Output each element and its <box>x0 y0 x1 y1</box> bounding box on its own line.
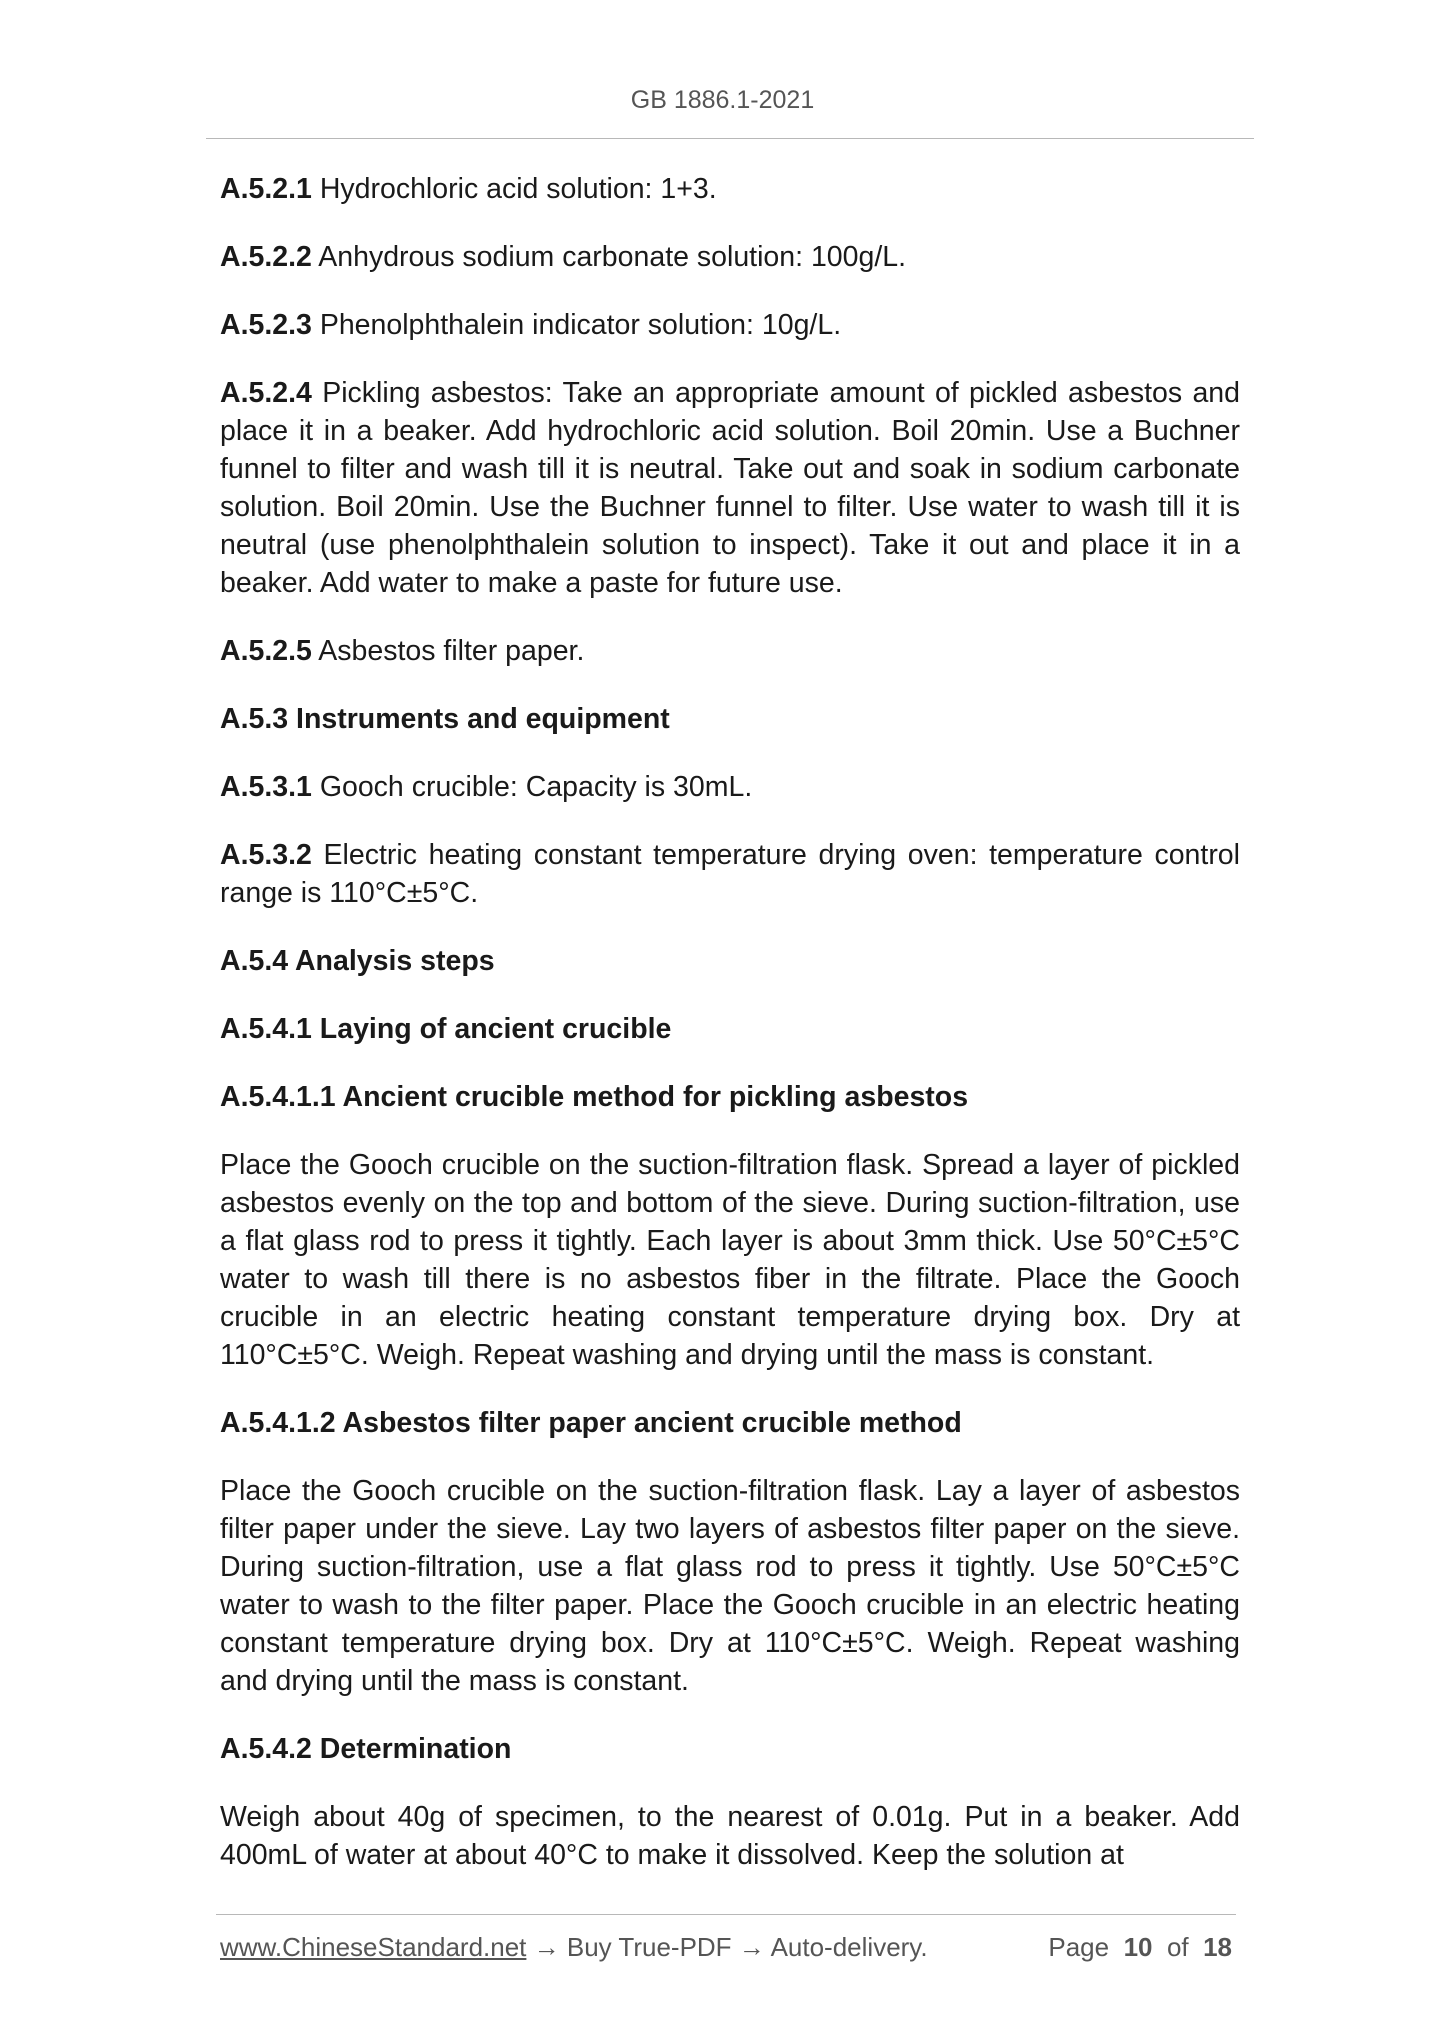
clause-number: A.5.3.2 <box>220 839 312 871</box>
clause-text: Gooch crucible: Capacity is 30mL. <box>319 771 753 803</box>
clause-a-5-2-3 <box>220 306 1240 344</box>
page-total: 18 <box>1203 1932 1232 1962</box>
document-body <box>220 170 1240 1904</box>
section-heading-a-5-4: A.5.4 Analysis steps <box>220 945 495 977</box>
clause-number: A.5.2.4 <box>220 377 312 409</box>
body-paragraph: Weigh about 40g of specimen, to the nearest of 0.01g. Put in a beaker. Add 400mL of water at about 40°C to make it dissolved. Keep the solution at <box>220 1801 1240 1871</box>
clause-a-5-2-4 <box>220 374 1240 602</box>
clause-text: Pickling asbestos: Take an appropriate amount of pickled asbestos and place it in a beaker. Add hydrochloric acid solution. Boil 20min. Use a Buchner funnel to filter and wash till it is neutral. Take out and soak in sodium carbonate solution. Boil 20min. Use the Buchner funnel to filter. Use water to wash till it is neutral (use phenolphthalein solution to inspect). Take it out and place it in a beaker. Add water to make a paste for future use. <box>220 377 1240 599</box>
body-paragraph: Place the Gooch crucible on the suction-filtration flask. Spread a layer of pickled asbestos evenly on the top and bottom of the sieve. During suction-filtration, use a flat glass rod to press it tightly. Each layer is about 3mm thick. Use 50°C±5°C water to wash till there is no asbestos fiber in the filtrate. Place the Gooch crucible in an electric heating constant temperature drying box. Dry at 110°C±5°C. Weigh. Repeat washing and drying until the mass is constant. <box>220 1149 1240 1371</box>
page-footer <box>220 1932 1232 1963</box>
clause-number: A.5.2.5 <box>220 635 312 667</box>
section-heading-a-5-4-1-1: A.5.4.1.1 Ancient crucible method for pickling asbestos <box>220 1081 969 1113</box>
clause-a-5-2-1 <box>220 170 1240 208</box>
section-heading-a-5-4-1: A.5.4.1 Laying of ancient crucible <box>220 1013 672 1045</box>
clause-text: Anhydrous sodium carbonate solution: 100g/L. <box>318 241 907 273</box>
header-divider <box>206 138 1254 139</box>
clause-text: Electric heating constant temperature drying oven: temperature control range is 110°C±5°C. <box>220 839 1240 909</box>
page-label: Page <box>1048 1932 1110 1962</box>
clause-number: A.5.2.2 <box>220 241 312 273</box>
section-heading-a-5-3: A.5.3 Instruments and equipment <box>220 703 670 735</box>
clause-a-5-3-1 <box>220 768 1240 806</box>
clause-a-5-2-5 <box>220 632 1240 670</box>
page-of: of <box>1166 1932 1189 1962</box>
body-paragraph: Place the Gooch crucible on the suction-filtration flask. Lay a layer of asbestos filter paper under the sieve. Lay two layers of asbestos filter paper on the sieve. During suction-filtration, use a flat glass rod to press it tightly. Use 50°C±5°C water to wash to the filter paper. Place the Gooch crucible in an electric heating constant temperature drying box. Dry at 110°C±5°C. Weigh. Repeat washing and drying until the mass is constant. <box>220 1475 1240 1697</box>
clause-text: Hydrochloric acid solution: 1+3. <box>319 173 717 205</box>
clause-number: A.5.2.3 <box>220 309 312 341</box>
clause-number: A.5.3.1 <box>220 771 312 803</box>
clause-text: Asbestos filter paper. <box>318 635 585 667</box>
document-id-header: GB 1886.1-2021 <box>630 86 815 114</box>
clause-a-5-2-2 <box>220 238 1240 276</box>
page-indicator <box>1048 1932 1232 1963</box>
footer-left <box>220 1932 928 1963</box>
clause-number: A.5.2.1 <box>220 173 312 205</box>
section-heading-a-5-4-2: A.5.4.2 Determination <box>220 1733 512 1765</box>
footer-tagline: → Buy True-PDF → Auto-delivery. <box>526 1932 928 1962</box>
page-current: 10 <box>1123 1932 1153 1962</box>
website-link[interactable]: www.ChineseStandard.net <box>220 1932 527 1962</box>
clause-a-5-3-2 <box>220 836 1240 912</box>
footer-divider <box>216 1914 1236 1915</box>
clause-text: Phenolphthalein indicator solution: 10g/L. <box>319 309 842 341</box>
section-heading-a-5-4-1-2: A.5.4.1.2 Asbestos filter paper ancient crucible method <box>220 1407 962 1439</box>
